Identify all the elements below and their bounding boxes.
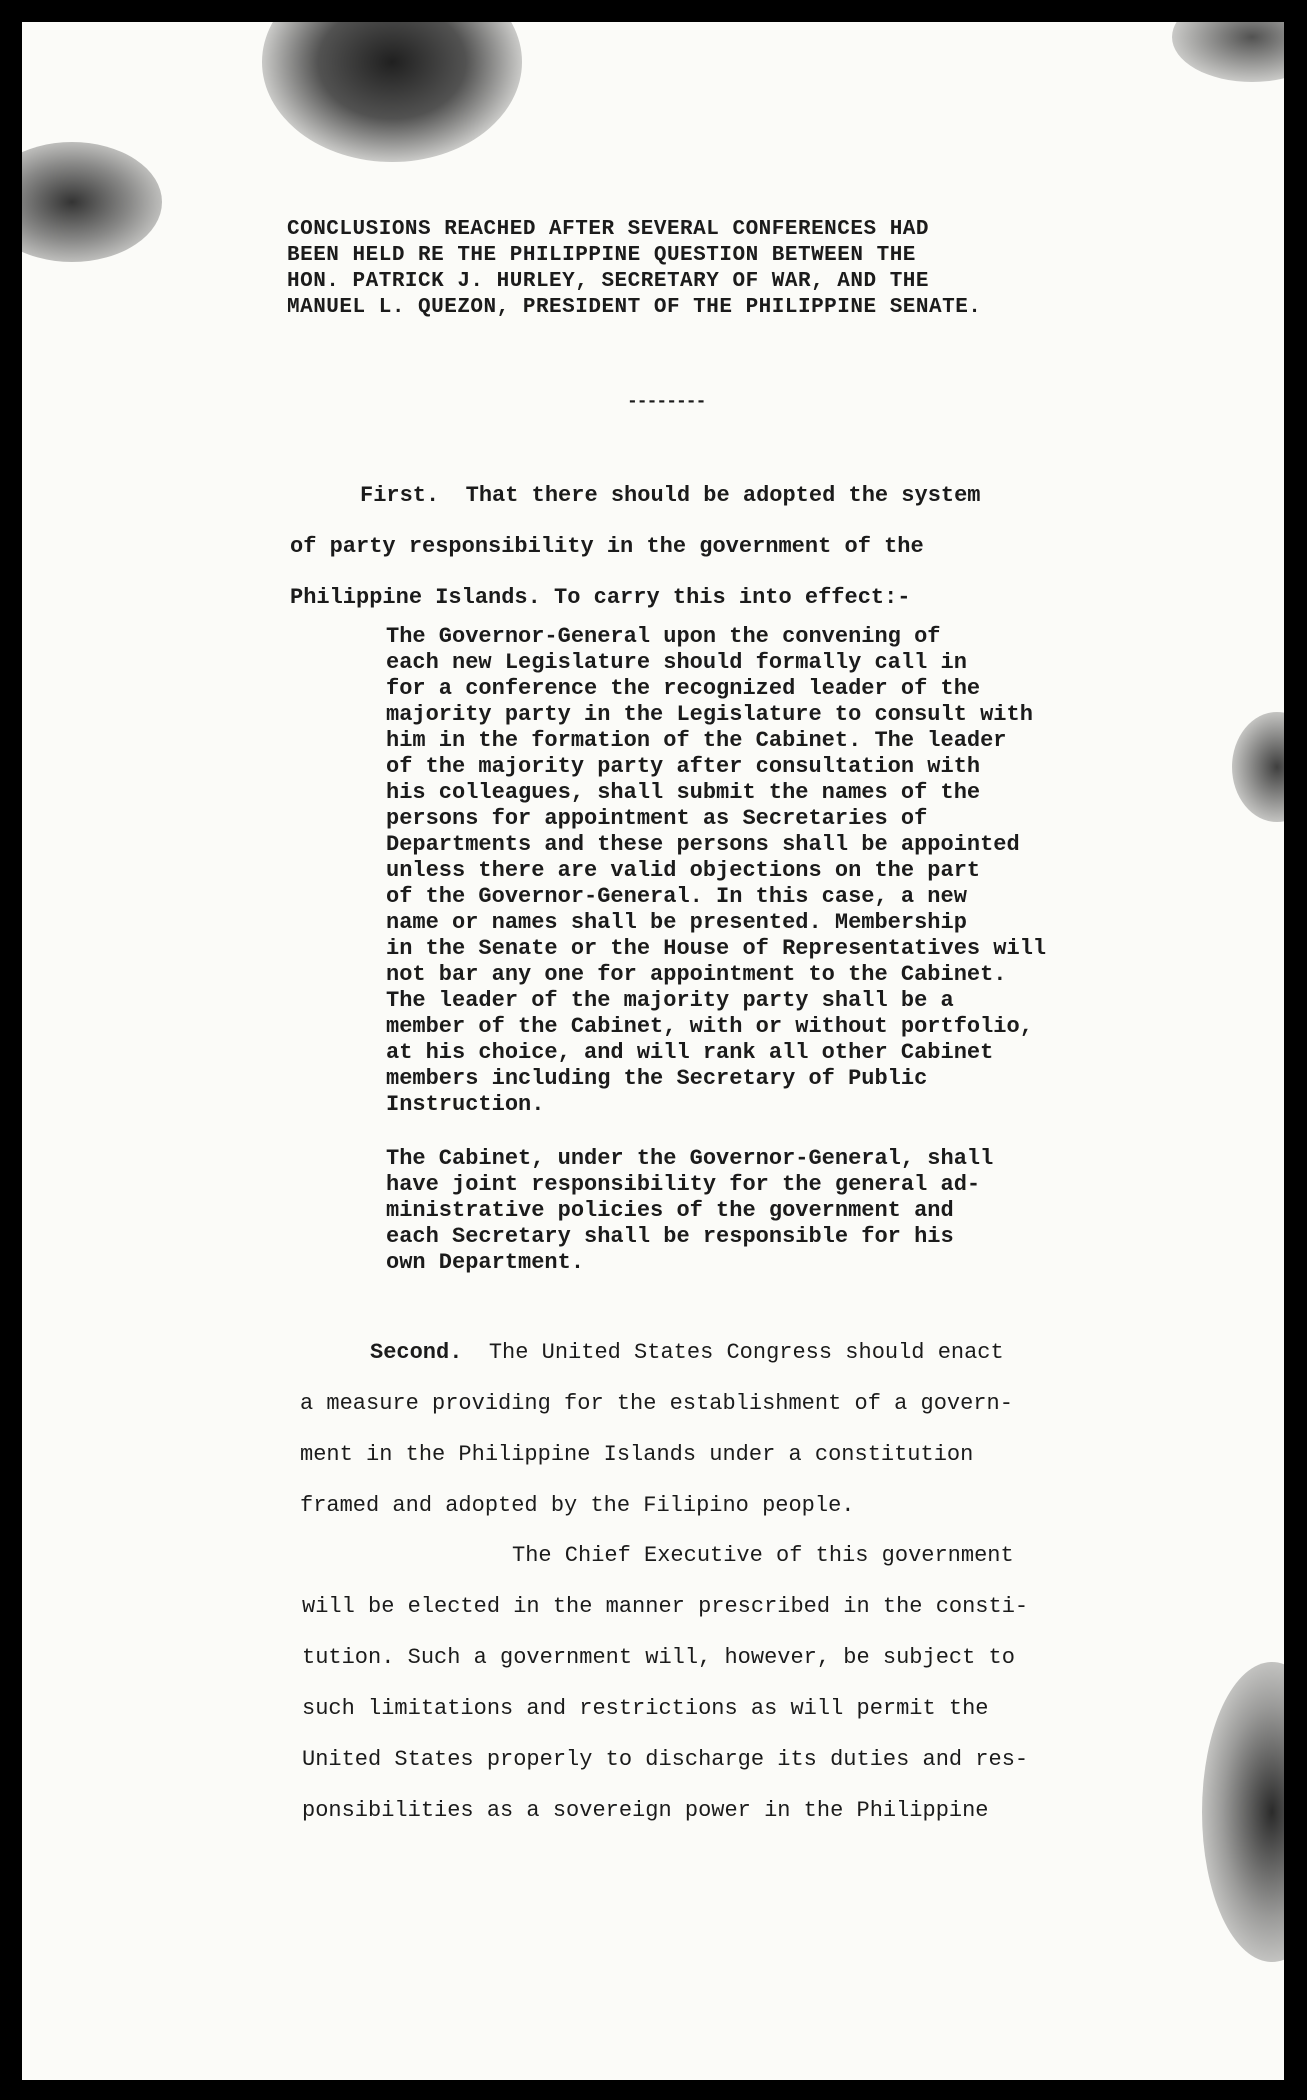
paragraph-line: of party responsibility in the government of the <box>290 534 924 559</box>
block-line: for a conference the recognized leader of the <box>386 676 981 701</box>
block-line: persons for appointment as Secretaries of <box>386 806 928 831</box>
paragraph-line: tution. Such a government will, however, be subject to <box>302 1645 1015 1670</box>
block-line: majority party in the Legislature to consult with <box>386 702 1033 727</box>
heading-line: BEEN HELD RE THE PHILIPPINE QUESTION BETWEEN THE <box>287 244 916 267</box>
block-line: own Department. <box>386 1250 585 1275</box>
paragraph-line: Philippine Islands. To carry this into effect:- <box>290 585 911 610</box>
block-line: The Cabinet, under the Governor-General, shall <box>386 1146 994 1171</box>
block-line: have joint responsibility for the general ad- <box>386 1172 981 1197</box>
document-text <box>22 22 1284 2080</box>
block-line: member of the Cabinet, with or without portfolio, <box>386 1014 1033 1039</box>
paragraph-line: such limitations and restrictions as will permit the <box>302 1696 989 1721</box>
heading-line: MANUEL L. QUEZON, PRESIDENT OF THE PHILIPPINE SENATE. <box>287 296 982 319</box>
block-line: Departments and these persons shall be appointed <box>386 832 1020 857</box>
paragraph-line: ment in the Philippine Islands under a constitution <box>300 1442 974 1467</box>
paragraph-line: United States properly to discharge its duties and res- <box>302 1747 1029 1772</box>
paragraph-line: ponsibilities as a sovereign power in the Philippine <box>302 1798 989 1823</box>
document-heading <box>287 217 1187 321</box>
block-line: at his choice, and will rank all other Cabinet <box>386 1040 994 1065</box>
paragraph-line: will be elected in the manner prescribed in the consti- <box>302 1594 1029 1619</box>
section-label-second: Second. <box>370 1340 463 1365</box>
heading-line: HON. PATRICK J. HURLEY, SECRETARY OF WAR, AND THE <box>287 270 930 293</box>
paragraph-line: The Chief Executive of this government <box>512 1543 1014 1568</box>
block-line: not bar any one for appointment to the Cabinet. <box>386 962 1007 987</box>
paragraph-line: framed and adopted by the Filipino people. <box>300 1493 855 1518</box>
block-line: him in the formation of the Cabinet. The leader <box>386 728 1007 753</box>
second-paragraph <box>300 1327 1013 1531</box>
block-line: of the Governor-General. In this case, a new <box>386 884 967 909</box>
chief-executive-paragraph <box>302 1530 1028 1836</box>
block-line: each new Legislature should formally call in <box>386 650 967 675</box>
indented-block-cabinet-formation <box>386 624 1046 1118</box>
block-line: The Governor-General upon the convening of <box>386 624 941 649</box>
paragraph-line-text: The United States Congress should enact <box>488 1340 1004 1365</box>
paragraph-line <box>300 1327 1013 1378</box>
separator-rule: -------- <box>627 392 706 412</box>
paragraph-line <box>290 470 981 521</box>
block-line: The leader of the majority party shall be a <box>386 988 954 1013</box>
paragraph-line-text: That there should be adopted the system <box>465 483 981 508</box>
heading-line: CONCLUSIONS REACHED AFTER SEVERAL CONFERENCES HAD <box>287 218 930 241</box>
block-line: his colleagues, shall submit the names of the <box>386 780 981 805</box>
first-paragraph <box>290 470 981 623</box>
paragraph-line: a measure providing for the establishment of a govern- <box>300 1391 1013 1416</box>
block-line: ministrative policies of the government and <box>386 1198 954 1223</box>
section-label-first: First. <box>360 483 440 508</box>
block-line: members including the Secretary of Public <box>386 1066 928 1091</box>
block-line: name or names shall be presented. Membership <box>386 910 967 935</box>
block-line: in the Senate or the House of Representatives will <box>386 936 1047 961</box>
document-page <box>22 22 1284 2080</box>
block-line: unless there are valid objections on the part <box>386 858 981 883</box>
block-line: of the majority party after consultation with <box>386 754 981 779</box>
block-line: each Secretary shall be responsible for his <box>386 1224 954 1249</box>
block-line: Instruction. <box>386 1092 545 1117</box>
indented-block-cabinet-responsibility <box>386 1146 993 1276</box>
